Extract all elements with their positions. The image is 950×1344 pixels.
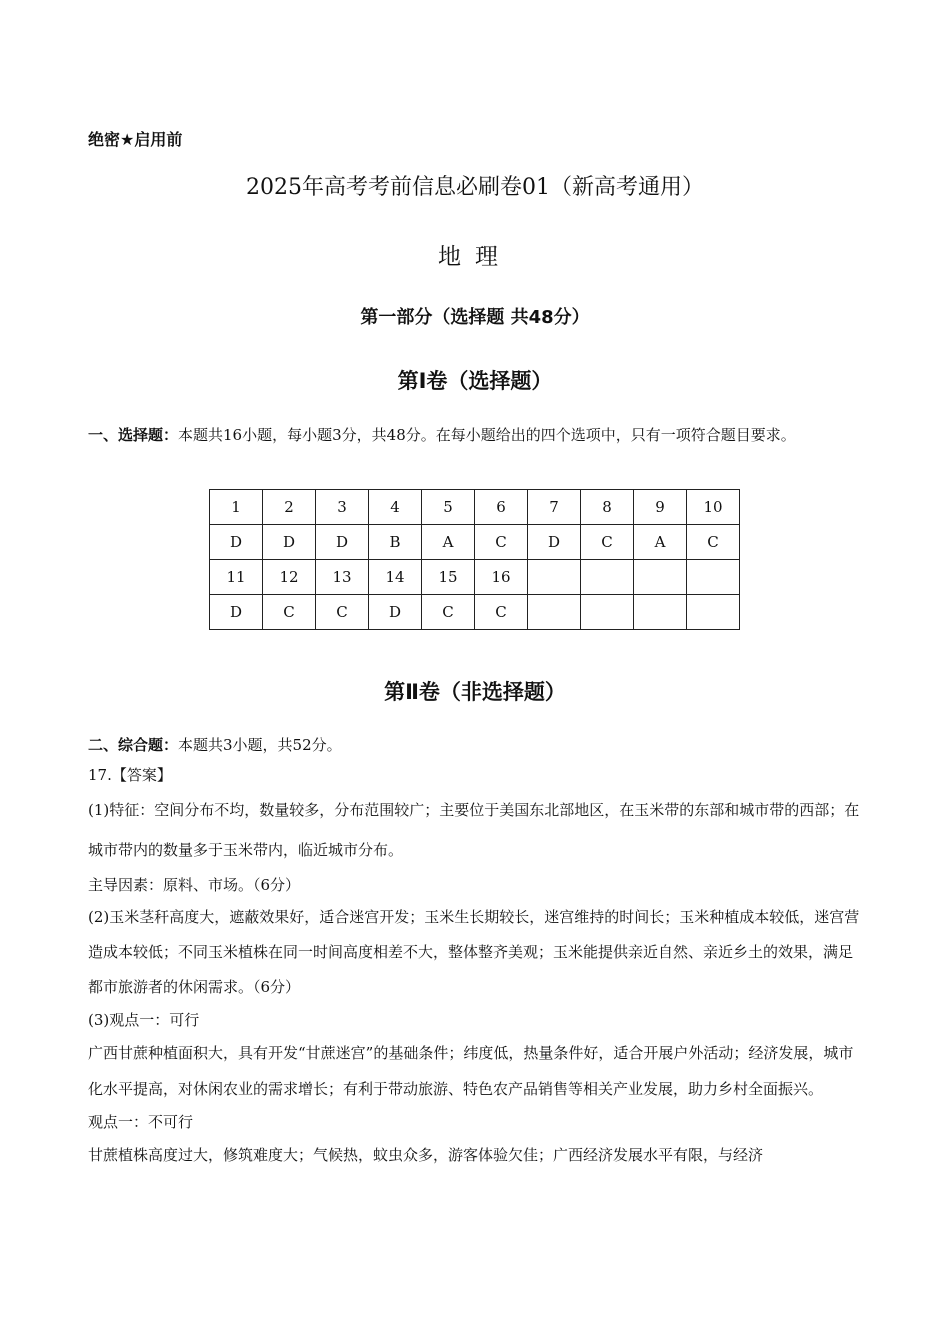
answer-table-row (210, 490, 740, 525)
answer-table-row (210, 595, 740, 630)
answer-table-row (210, 525, 740, 560)
answer-table-cell: 10 (687, 490, 740, 525)
answer-table-cell: B (369, 525, 422, 560)
answer-table-cell: D (210, 595, 263, 630)
section-one-text: 本题共16小题，每小题3分，共48分。在每小题给出的四个选项中，只有一项符合题目要求。 (178, 426, 796, 444)
answer-table-cell: D (263, 525, 316, 560)
answer-paragraph-5: 广西甘蔗种植面积大，具有开发“甘蔗迷宫”的基础条件；纬度低，热量条件好，适合开展户外活动；经济发展，城市化水平提高，对休闲农业的需求增长；有利于带动旅游、特色农产品销售等相关产业发展，助力乡村全面振兴。 (88, 1044, 854, 1098)
answer-table-cell: D (369, 595, 422, 630)
answer-table-cell: D (528, 525, 581, 560)
answer-table-cell (634, 595, 687, 630)
confidential-label: 绝密★启用前 (88, 130, 183, 149)
volume-one-heading: 第Ⅰ卷（选择题） (397, 369, 553, 393)
q17-header: 17.【答案】 (88, 766, 172, 784)
answer-table-cell: 8 (581, 490, 634, 525)
answer-table-cell (528, 595, 581, 630)
section-one-lead: 一、选择题： (88, 426, 179, 444)
answer-table-cell: 7 (528, 490, 581, 525)
subject-title: 地理 (438, 244, 512, 270)
volume-two-heading: 第Ⅱ卷（非选择题） (384, 680, 566, 704)
answer-table-cell: 13 (316, 560, 369, 595)
answer-paragraph-4: (3)观点一：可行 (88, 1011, 200, 1029)
answer-table-row (210, 560, 740, 595)
answer-table-cell: C (422, 595, 475, 630)
section-two-text: 本题共3小题，共52分。 (178, 736, 342, 754)
answer-table-cell (581, 595, 634, 630)
answer-table-cell: 4 (369, 490, 422, 525)
answer-table-cell: A (422, 525, 475, 560)
answer-body (88, 730, 866, 1173)
answer-table-cell: 5 (422, 490, 475, 525)
answer-table-cell: A (634, 525, 687, 560)
answer-table-cell (634, 560, 687, 595)
answer-table-cell: C (475, 595, 528, 630)
part-one-heading: 第一部分（选择题 共48分） (360, 307, 590, 328)
answer-table-cell: 6 (475, 490, 528, 525)
answer-table-cell: C (263, 595, 316, 630)
section-two-lead: 二、综合题： (88, 736, 179, 754)
answer-key-table (209, 489, 740, 630)
answer-paragraph-6: 观点一：不可行 (88, 1113, 194, 1131)
answer-table-cell: D (316, 525, 369, 560)
answer-paragraph-2: 主导因素：原料、市场。（6分） (88, 876, 301, 894)
answer-table-cell (687, 560, 740, 595)
section-two-instructions (88, 730, 866, 760)
answer-table-cell (687, 595, 740, 630)
answer-table-cell: 15 (422, 560, 475, 595)
answer-table-cell (528, 560, 581, 595)
answer-table-cell: C (316, 595, 369, 630)
answer-table-cell: D (210, 525, 263, 560)
answer-table-cell: 11 (210, 560, 263, 595)
answer-table-cell: 3 (316, 490, 369, 525)
answer-table-cell: C (581, 525, 634, 560)
answer-table-cell: 16 (475, 560, 528, 595)
answer-table-cell: 12 (263, 560, 316, 595)
answer-table-cell: 14 (369, 560, 422, 595)
answer-table-cell: 2 (263, 490, 316, 525)
answer-table-cell: 9 (634, 490, 687, 525)
answer-paragraph-1: (1)特征：空间分布不均，数量较多，分布范围较广；主要位于美国东北部地区，在玉米带的东部和城市带的西部；在城市带内的数量多于玉米带内，临近城市分布。 (88, 801, 860, 859)
answer-paragraph-3: (2)玉米茎秆高度大，遮蔽效果好，适合迷宫开发；玉米生长期较长，迷宫维持的时间长；玉米种植成本较低，迷宫营造成本较低；不同玉米植株在同一时间高度相差不大，整体整齐美观；玉米能提供亲近自然、亲近乡土的效果，满足都市旅游者的休闲需求。（6分） (88, 908, 860, 996)
answer-table-cell: C (475, 525, 528, 560)
answer-paragraph-7: 甘蔗植株高度过大，修筑难度大；气候热，蚊虫众多，游客体验欠佳；广西经济发展水平有限，与经济 (88, 1146, 764, 1164)
exam-title: 2025年高考考前信息必刷卷01（新高考通用） (246, 175, 704, 200)
answer-table-cell (581, 560, 634, 595)
section-one-instructions (88, 418, 866, 452)
answer-table-cell: 1 (210, 490, 263, 525)
answer-table-cell: C (687, 525, 740, 560)
